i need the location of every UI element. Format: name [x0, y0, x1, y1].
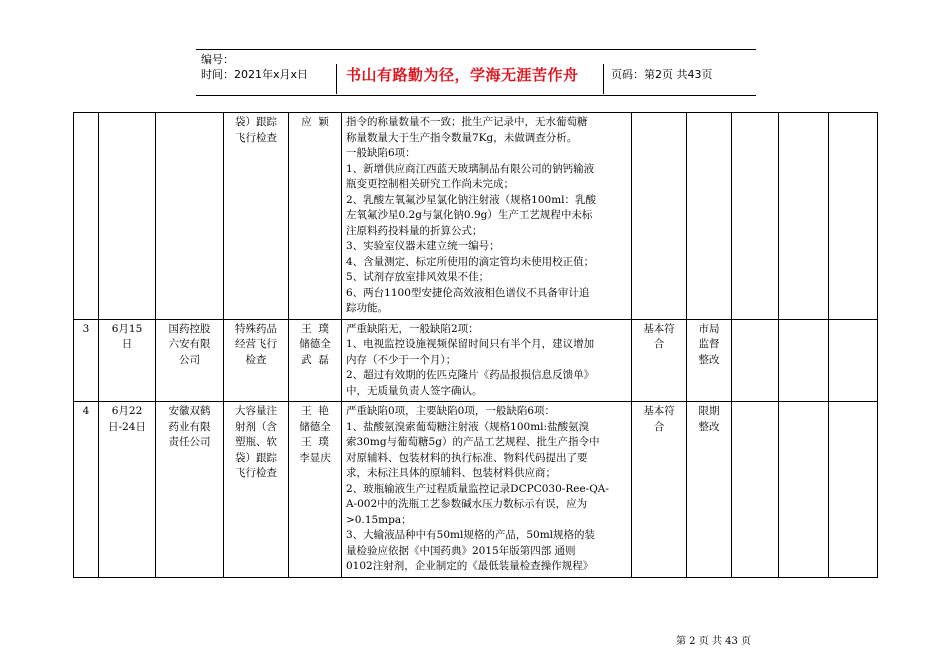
document-number-label: 编号：: [201, 53, 234, 66]
inspector-name: 李显庆: [299, 451, 331, 464]
finding-line: 指令的称量数量不一致；批生产记录中，无水葡萄糖: [346, 116, 588, 128]
row-number-cell: 3: [74, 319, 99, 402]
inspection-table: [73, 112, 878, 578]
findings-cell: [342, 402, 632, 578]
inspection-type-cell: [224, 319, 289, 402]
finding-line: 5、试剂存放室排风效果不佳；: [346, 271, 490, 283]
conclusion-line: 合: [653, 420, 665, 433]
inspector-name: 储德全: [299, 420, 331, 433]
inspector-name: 应 颖: [301, 116, 329, 128]
company-line: 药业有限: [168, 420, 211, 433]
finding-line: 1、盐酸氨溴索葡萄糖注射液（规格100ml:盐酸氨溴: [346, 420, 590, 433]
page-header: [196, 49, 756, 96]
inspection-type-line: 飞行检查: [235, 467, 277, 479]
company-line: 国药控股: [168, 322, 211, 335]
action-line: 监督: [698, 338, 720, 350]
empty-cell: [779, 113, 829, 320]
action-line: 整改: [698, 353, 720, 366]
date-line: 日: [121, 338, 133, 350]
company-line: 安徽双鹤: [168, 405, 211, 417]
inspector-name: 王 璞: [301, 436, 329, 448]
finding-line: 1、电视监控设施视频保留时间只有半个月，建议增加: [346, 338, 595, 350]
inspectors-cell: [289, 402, 342, 578]
finding-line: >0.15mpa；: [346, 513, 412, 526]
empty-cell: [829, 319, 878, 402]
conclusion-line: 基本符: [643, 405, 675, 417]
finding-line: 0102注射剂，企业制定的《最低装量检查操作规程》: [346, 560, 594, 572]
finding-line: 内存（不少于一个月）；: [346, 353, 457, 366]
finding-line: 2、玻瓶输液生产过程质量监控记录DCPC030-Ree-QA-: [346, 482, 609, 495]
inspection-type-line: 塑瓶、软: [235, 436, 277, 448]
date-line: 日-24日: [108, 420, 146, 433]
header-motto: 书山有路勤为径，学海无涯苦作舟: [346, 66, 579, 84]
header-page-number: 页码：第2页 共43页: [611, 68, 713, 81]
action-cell: [687, 402, 732, 578]
inspector-name: 王 璞: [301, 322, 329, 335]
header-divider: [336, 64, 337, 94]
company-line: 公司: [179, 353, 200, 366]
action-line: 限期: [698, 405, 720, 417]
conclusion-cell: [632, 113, 687, 320]
page-footer: 第 2 页 共 43 页: [676, 636, 751, 647]
inspection-type-line: 经营飞行: [235, 338, 277, 350]
table-row: [74, 402, 878, 578]
empty-cell: [779, 402, 829, 578]
empty-cell: [732, 402, 779, 578]
finding-line: 称量数量大于生产指令数量7Kg，未做调查分析。: [346, 131, 578, 144]
inspection-type-cell: [224, 113, 289, 320]
empty-cell: [779, 319, 829, 402]
header-meta: [201, 52, 308, 82]
date-cell: [99, 319, 156, 402]
document-date-label: 时间：2021年x月x日: [201, 68, 309, 81]
date-cell: [99, 402, 156, 578]
finding-line: 踪功能。: [346, 302, 388, 314]
finding-line: 2、乳酸左氧氟沙星氯化钠注射液（规格100ml：乳酸: [346, 193, 597, 206]
findings-cell: [342, 319, 632, 402]
finding-line: 中，无质量负责人签字确认。: [346, 384, 483, 397]
empty-cell: [732, 319, 779, 402]
inspectors-cell: [289, 319, 342, 402]
date-line: 6月22: [111, 405, 143, 417]
finding-line: 严重缺陷无，一般缺陷2项：: [346, 322, 479, 335]
inspection-type-line: 大容量注: [235, 405, 277, 417]
table-row: [74, 113, 878, 320]
finding-line: 3、大输液品种中有50ml规格的产品，50ml规格的装: [346, 529, 596, 541]
conclusion-line: 合: [653, 338, 665, 350]
row-number-cell: [74, 113, 99, 320]
conclusion-cell: [632, 402, 687, 578]
inspection-type-line: 检查: [245, 353, 267, 366]
finding-line: 2、超过有效期的佐匹克隆片《药品报损信息反馈单》: [346, 369, 595, 381]
finding-line: 3、实验室仪器未建立统一编号；: [346, 240, 500, 252]
inspection-type-line: 袋）跟踪: [235, 451, 277, 464]
inspection-type-line: 袋）跟踪: [235, 116, 277, 128]
inspection-type-line: 射剂（含: [235, 420, 277, 433]
date-cell: [99, 113, 156, 320]
inspector-name: 王 艳: [301, 405, 329, 417]
inspection-type-cell: [224, 402, 289, 578]
conclusion-line: 基本符: [643, 322, 675, 335]
finding-line: 严重缺陷0项，主要缺陷0项，一般缺陷6项：: [346, 405, 556, 417]
finding-line: 求，未标注具体的原辅料、包装材料供应商；: [346, 467, 556, 479]
header-divider: [603, 64, 604, 94]
empty-cell: [829, 402, 878, 578]
empty-cell: [732, 113, 779, 320]
company-cell: [156, 319, 224, 402]
finding-line: 4、含量测定、标定所使用的滴定管均未使用校正值；: [346, 255, 595, 268]
company-cell: [156, 113, 224, 320]
action-cell: [687, 319, 732, 402]
company-line: 六安有限: [168, 338, 211, 350]
empty-cell: [829, 113, 878, 320]
finding-line: 索30mg与葡萄糖5g）的产品工艺规程、批生产指令中: [346, 436, 600, 448]
company-line: 责任公司: [168, 436, 211, 448]
finding-line: 6、两台1100型安捷伦高效液相色谱仪不具备审计追: [346, 286, 590, 299]
company-cell: [156, 402, 224, 578]
inspector-name: 储德全: [299, 338, 331, 350]
finding-line: A-002中的洗瓶工艺参数碱水压力数标示有误，应为: [346, 498, 588, 510]
inspection-type-line: 飞行检查: [235, 131, 277, 144]
inspectors-cell: [289, 113, 342, 320]
finding-line: 对原辅料、包装材料的执行标准、物料代码提出了要: [346, 451, 588, 464]
finding-line: 注原料药投料量的折算公式；: [346, 224, 483, 237]
table-row: [74, 319, 878, 402]
action-line: 整改: [698, 420, 720, 433]
finding-line: 左氧氟沙星0.2g与氯化钠0.9g）生产工艺规程中未标: [346, 209, 593, 221]
date-line: 6月15: [111, 322, 143, 335]
finding-line: 一般缺陷6项：: [346, 147, 416, 159]
row-number-cell: 4: [74, 402, 99, 578]
inspector-name: 武 磊: [301, 353, 329, 366]
action-line: 市局: [698, 322, 720, 335]
findings-cell: [342, 113, 632, 320]
inspection-type-line: 特殊药品: [235, 322, 277, 335]
conclusion-cell: [632, 319, 687, 402]
finding-line: 1、新增供应商江西蓝天玻璃制品有限公司的钠钙输液: [346, 162, 595, 175]
finding-line: 量检验应依据《中国药典》2015年版第四部 通则: [346, 544, 576, 557]
finding-line: 瓶变更控制相关研究工作尚未完成；: [346, 178, 514, 190]
action-cell: [687, 113, 732, 320]
